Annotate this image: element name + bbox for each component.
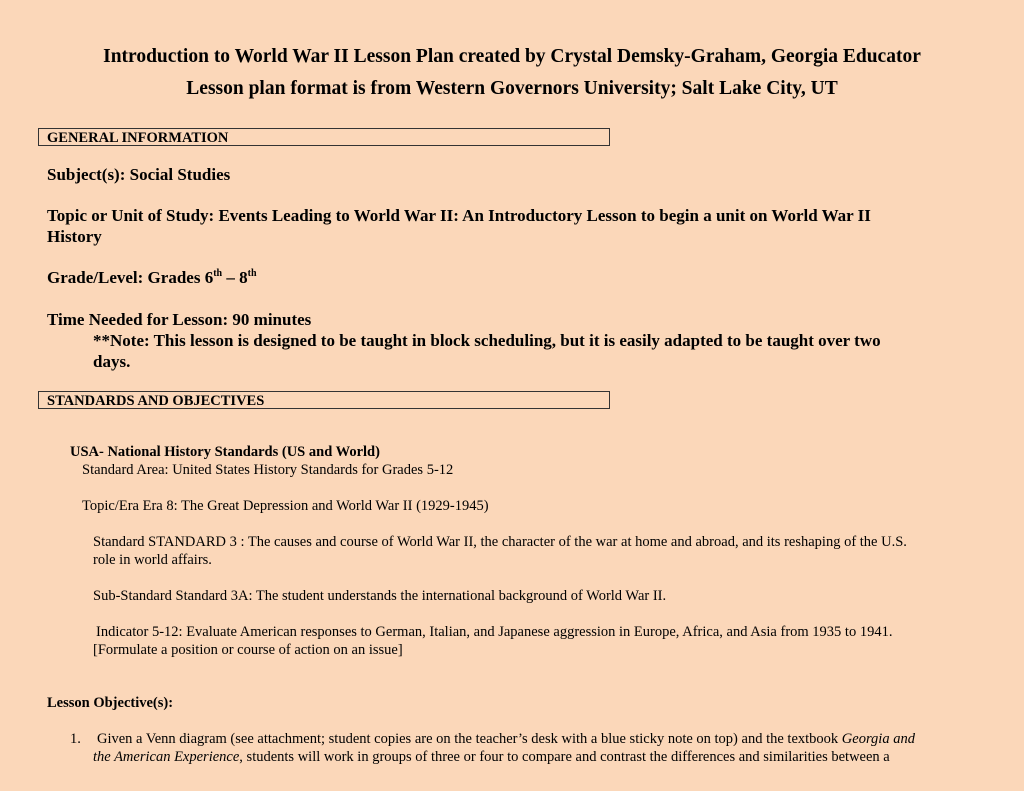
standard-3-line-1: Standard STANDARD 3 : The causes and course of World War II, the character of the war at home and abroad, and its reshaping of the U.S.	[93, 534, 907, 550]
sub-standard: Sub-Standard Standard 3A: The student understands the international background of World War II.	[93, 588, 667, 604]
note-line-2: days.	[93, 352, 131, 371]
standard-3-line-2: role in world affairs.	[93, 552, 212, 568]
grade-label: Grade/Level: Grades 6	[47, 268, 214, 287]
textbook-title-part-2: the American Experience	[93, 749, 240, 765]
topic-line-1: Topic or Unit of Study: Events Leading to World War II: An Introductory Lesson to begin a unit on World War II	[47, 206, 871, 225]
national-standards-heading: USA- National History Standards (US and World)	[70, 444, 380, 460]
lesson-objectives-heading: Lesson Objective(s):	[47, 695, 174, 711]
objective-1-text: Given a Venn diagram (see attachment; student copies are on the teacher’s desk with a blue sticky note on top) and the textbook	[97, 731, 842, 747]
indicator-line-1: Indicator 5-12: Evaluate American responses to German, Italian, and Japanese aggression in Europe, Africa, and Asia from 1935 to 1941.	[96, 624, 893, 640]
grade-sup-2: th	[247, 268, 257, 279]
standards-objectives-heading: STANDARDS AND OBJECTIVES	[38, 391, 610, 409]
indicator-line-2: [Formulate a position or course of action on an issue]	[93, 642, 403, 658]
objective-1-text-continued: , students will work in groups of three or four to compare and contrast the differences and similarities between a	[239, 749, 890, 765]
time-needed-line: Time Needed for Lesson: 90 minutes	[47, 310, 312, 329]
objective-1-line-2	[93, 749, 890, 766]
subject-line: Subject(s): Social Studies	[47, 165, 231, 184]
document-title-line-1: Introduction to World War II Lesson Plan created by Crystal Demsky-Graham, Georgia Educator	[103, 46, 921, 67]
grade-level-line	[47, 268, 257, 288]
general-information-heading: GENERAL INFORMATION	[38, 128, 610, 146]
grade-mid: – 8	[222, 268, 248, 287]
objective-1-line-1	[97, 731, 915, 748]
objective-1-number: 1.	[70, 731, 81, 747]
document-title-line-2: Lesson plan format is from Western Governors University; Salt Lake City, UT	[186, 78, 838, 99]
grade-sup-1: th	[213, 268, 223, 279]
topic-era: Topic/Era Era 8: The Great Depression and World War II (1929-1945)	[82, 498, 489, 514]
textbook-title-part-1: Georgia and	[841, 731, 915, 747]
topic-line-2: History	[47, 227, 102, 246]
note-line-1: **Note: This lesson is designed to be taught in block scheduling, but it is easily adapted to be taught over two	[93, 331, 881, 350]
standard-area: Standard Area: United States History Standards for Grades 5-12	[82, 462, 454, 478]
